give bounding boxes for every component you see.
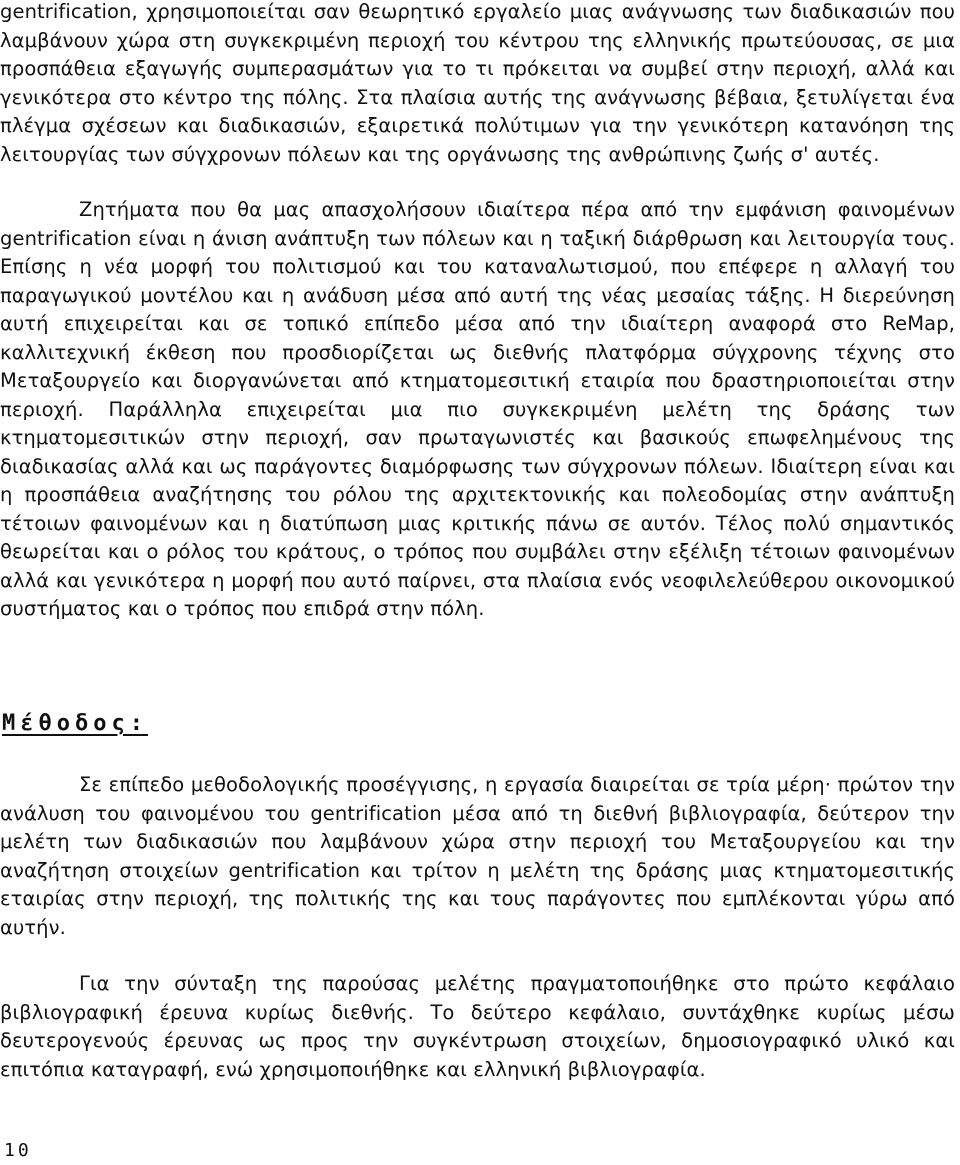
body-paragraph-topics: Ζητήματα που θα μας απασχολήσουν ιδιαίτερα πέρα από την εμφάνιση φαινομένων gentrification είναι η άνιση ανάπτυξη των πόλεων και η ταξική διάρθρωση και λειτουργία τους. Επίσης η νέα μορφή του πολιτισμού και του καταναλωτισμού, που επέφερε η αλλαγή του παραγωγικού μοντέλου και η ανάδυση μέσα από αυτή της νέας μεσαίας τάξης. Η διερεύνηση αυτή επιχειρείται και σε τοπικό επίπεδο μέσα από την ιδιαίτερη αναφορά στο ReMap, καλλιτεχνική έκθεση που προσδιορίζεται ως διεθνής πλατφόρμα σύγχρονης τέχνης στο Μεταξουργείο και διοργανώνεται από κτηματομεσιτική εταιρία που δραστηριοποιείται στην περιοχή. Παράλληλα επιχειρείται μια πιο συγκεκριμένη μελέτη της δράσης των κτηματομεσιτικών στην περιοχή, σαν πρωταγωνιστές και βασικούς επωφελημένους της διαδικασίας αλλά και ως παράγοντες διαμόρφωσης των σύγχρονων πόλεων. Ιδιαίτερη είναι και η προσπάθεια αναζήτησης του ρόλου της αρχιτεκτονικής και πολεοδομίας στην ανάπτυξη τέτοιων φαινομένων και η διατύπωση μιας κριτικής πάνω σε αυτόν. Τέλος πολύ σημαντικός θεωρείται και ο ρόλος του κράτους, ο τρόπος που συμβάλει στην εξέλιξη τέτοιων φαινομένων αλλά και γενικότερα η μορφή που αυτό παίρνει, στα πλαίσια ενός νεοφιλελεύθερου οικονομικού συστήματος και ο τρόπος που επιδρά στην πόλη.: [0, 198, 955, 620]
body-paragraph-intro: gentrification, χρησιμοποιείται σαν θεωρητικό εργαλείο μιας ανάγνωσης των διαδικασιών που λαμβάνουν χώρα στη συγκεκριμένη περιοχή του κέντρου της ελληνικής πρωτεύουσας, σε μια προσπάθεια εξαγωγής συμπερασμάτων για το τι πρόκειται να συμβεί στην περιοχή, αλλά και γενικότερα στο κέντρο της πόλης. Στα πλαίσια αυτής της ανάγνωσης βέβαια, ξετυλίγεται ένα πλέγμα σχέσεων και διαδικασιών, εξαιρετικά πολύτιμων για την γενικότερη κατανόηση της λειτουργίας των σύγχρονων πόλεων και της οργάνωσης της ανθρώπινης ζωής σ' αυτές.: [0, 0, 955, 166]
section-heading-method: Μέθοδος:: [2, 711, 148, 736]
body-paragraph-methodology: Σε επίπεδο μεθοδολογικής προσέγγισης, η εργασία διαιρείται σε τρία μέρη· πρώτον την ανάλυση του φαινομένου του gentrification μέσα από τη διεθνή βιβλιογραφία, δεύτερον την μελέτη των διαδικασιών που λαμβάνουν χώρα στην περιοχή του Μεταξουργείου και την αναζήτηση στοιχείων gentrification και τρίτον η μελέτη της δράσης μιας κτηματομεσιτικής εταιρίας στην περιοχή, της πολιτικής της και τους παράγοντες που εμπλέκονται γύρω από αυτήν.: [0, 773, 955, 939]
page-number: 10: [4, 1140, 32, 1161]
body-paragraph-sources: Για την σύνταξη της παρούσας μελέτης πραγματοποιήθηκε στο πρώτο κεφάλαιο βιβλιογραφική έρευνα κυρίως διεθνής. Το δεύτερο κεφάλαιο, συντάχθηκε κυρίως μέσω δευτερογενούς έρευνας ως προς την συγκέντρωση στοιχείων, δημοσιογραφικό υλικό και επιτόπια καταγραφή, ενώ χρησιμοποιήθηκε και ελληνική βιβλιογραφία.: [0, 972, 955, 1081]
